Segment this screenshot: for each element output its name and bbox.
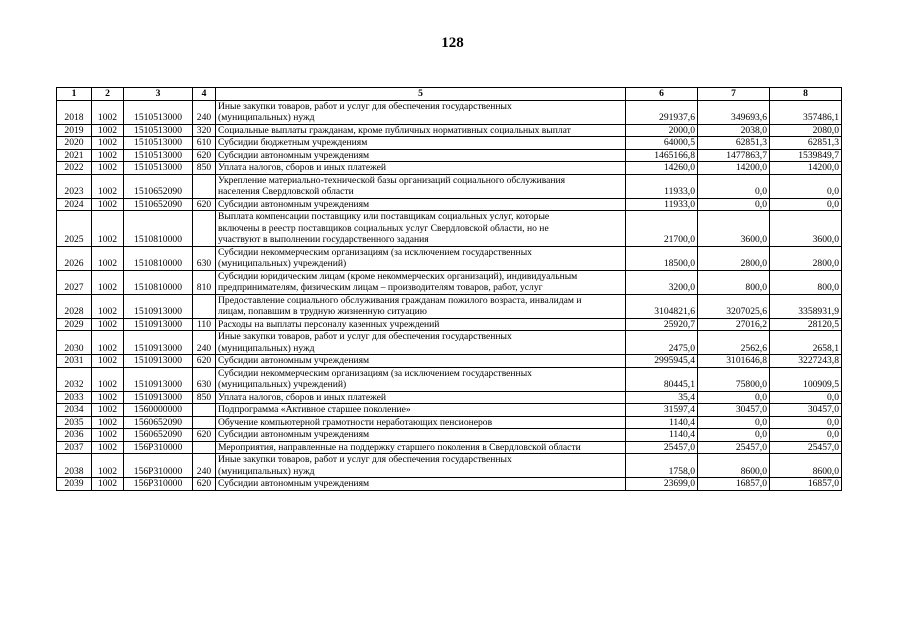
target-article-cell: 1560652090 — [124, 416, 193, 429]
item-name-line: (муниципальных) нужд — [218, 112, 315, 123]
item-name-line: (муниципальных) учреждений) — [218, 379, 347, 390]
section-code-cell: 1002 — [92, 355, 124, 368]
table-row — [57, 367, 842, 391]
target-article-cell: 1510513000 — [124, 100, 193, 124]
section-code-cell: 1002 — [92, 391, 124, 404]
header-cell: 3 — [124, 88, 193, 101]
expense-type-cell: 240 — [193, 454, 216, 478]
table-row — [57, 454, 842, 478]
amount-2021-cell: 3227243,8 — [770, 355, 842, 368]
expense-type-cell — [193, 404, 216, 417]
row-number-cell: 2039 — [57, 478, 92, 491]
target-article-cell: 1510513000 — [124, 137, 193, 150]
amount-2020-cell: 25457,0 — [698, 441, 770, 454]
target-article-cell: 1510913000 — [124, 355, 193, 368]
expense-type-cell — [193, 294, 216, 318]
amount-2020-cell: 2038,0 — [698, 124, 770, 137]
target-article-cell: 1510513000 — [124, 124, 193, 137]
expense-type-cell: 850 — [193, 391, 216, 404]
expense-type-cell — [193, 441, 216, 454]
item-name-cell — [216, 137, 626, 150]
amount-2019-cell: 291937,6 — [626, 100, 698, 124]
item-name-cell — [216, 367, 626, 391]
table-row — [57, 174, 842, 198]
expense-type-cell: 620 — [193, 429, 216, 442]
section-code-cell: 1002 — [92, 211, 124, 247]
target-article-cell: 1510513000 — [124, 162, 193, 175]
amount-2019-cell: 2475,0 — [626, 331, 698, 355]
item-name-cell — [216, 100, 626, 124]
amount-2019-cell: 23699,0 — [626, 478, 698, 491]
amount-2021-cell: 800,0 — [770, 270, 842, 294]
amount-2019-cell: 11933,0 — [626, 174, 698, 198]
amount-2019-cell: 1140,4 — [626, 416, 698, 429]
amount-2021-cell: 0,0 — [770, 416, 842, 429]
row-number-cell: 2035 — [57, 416, 92, 429]
item-name-line: Расходы на выплаты персоналу казенных учреждений — [218, 318, 440, 330]
row-number-cell: 2018 — [57, 100, 92, 124]
item-name-line: Выплата компенсации поставщику или поставщикам социальных услуг, которые — [218, 211, 550, 222]
section-code-cell: 1002 — [92, 137, 124, 150]
amount-2020-cell: 3600,0 — [698, 211, 770, 247]
row-number-cell: 2022 — [57, 162, 92, 175]
amount-2021-cell: 2080,0 — [770, 124, 842, 137]
amount-2020-cell: 75800,0 — [698, 367, 770, 391]
row-number-cell: 2029 — [57, 318, 92, 331]
amount-2019-cell: 11933,0 — [626, 198, 698, 211]
expense-type-cell — [193, 174, 216, 198]
table-row — [57, 137, 842, 150]
amount-2020-cell: 0,0 — [698, 174, 770, 198]
table-row — [57, 246, 842, 270]
amount-2019-cell: 18500,0 — [626, 246, 698, 270]
expense-type-cell: 850 — [193, 162, 216, 175]
header-cell: 6 — [626, 88, 698, 101]
target-article-cell: 1510913000 — [124, 331, 193, 355]
amount-2019-cell: 80445,1 — [626, 367, 698, 391]
table-row — [57, 331, 842, 355]
amount-2021-cell: 16857,0 — [770, 478, 842, 491]
item-name-cell — [216, 454, 626, 478]
table-row — [57, 391, 842, 404]
header-cell: 2 — [92, 88, 124, 101]
table-row — [57, 355, 842, 368]
amount-2021-cell: 8600,0 — [770, 454, 842, 478]
amount-2020-cell: 349693,6 — [698, 100, 770, 124]
row-number-cell: 2026 — [57, 246, 92, 270]
expense-type-cell: 810 — [193, 270, 216, 294]
amount-2020-cell: 30457,0 — [698, 404, 770, 417]
item-name-line: (муниципальных) нужд — [218, 465, 315, 477]
expense-type-cell: 240 — [193, 100, 216, 124]
expense-type-cell: 320 — [193, 124, 216, 137]
item-name-cell — [216, 318, 626, 331]
section-code-cell: 1002 — [92, 124, 124, 137]
amount-2020-cell: 1477863,7 — [698, 149, 770, 162]
amount-2021-cell: 0,0 — [770, 174, 842, 198]
target-article-cell: 1560652090 — [124, 429, 193, 442]
expense-type-cell — [193, 211, 216, 247]
table-row — [57, 162, 842, 175]
expense-type-cell: 620 — [193, 355, 216, 368]
row-number-cell: 2023 — [57, 174, 92, 198]
header-cell: 5 — [216, 88, 626, 101]
row-number-cell: 2020 — [57, 137, 92, 150]
table-row — [57, 270, 842, 294]
section-code-cell: 1002 — [92, 162, 124, 175]
table-row — [57, 198, 842, 211]
section-code-cell: 1002 — [92, 429, 124, 442]
expense-type-cell: 620 — [193, 149, 216, 162]
section-code-cell: 1002 — [92, 454, 124, 478]
expense-type-cell: 620 — [193, 478, 216, 491]
expense-type-cell: 630 — [193, 246, 216, 270]
table-row — [57, 124, 842, 137]
item-name-cell — [216, 198, 626, 211]
item-name-line: Иные закупки товаров, работ и услуг для обеспечения государственных — [218, 100, 512, 112]
amount-2021-cell: 28120,5 — [770, 318, 842, 331]
item-name-line: Подпрограмма «Активное старшее поколение» — [218, 404, 411, 415]
section-code-cell: 1002 — [92, 318, 124, 331]
row-number-cell: 2030 — [57, 331, 92, 355]
amount-2019-cell: 3104821,6 — [626, 294, 698, 318]
section-code-cell: 1002 — [92, 294, 124, 318]
amount-2019-cell: 2995945,4 — [626, 355, 698, 368]
target-article-cell: 156P310000 — [124, 454, 193, 478]
amount-2021-cell: 0,0 — [770, 391, 842, 404]
item-name-line: (муниципальных) нужд — [218, 342, 315, 354]
item-name-line: участвуют в выполнении государственного задания — [218, 234, 429, 245]
header-cell: 7 — [698, 88, 770, 101]
amount-2020-cell: 0,0 — [698, 391, 770, 404]
item-name-line: Субсидии автономным учреждениям — [218, 429, 370, 440]
amount-2019-cell: 1758,0 — [626, 454, 698, 478]
header-cell: 8 — [770, 88, 842, 101]
item-name-cell — [216, 441, 626, 454]
item-name-cell — [216, 404, 626, 417]
table-row — [57, 404, 842, 417]
target-article-cell: 1510913000 — [124, 367, 193, 391]
section-code-cell: 1002 — [92, 331, 124, 355]
target-article-cell: 1510513000 — [124, 149, 193, 162]
expense-type-cell: 630 — [193, 367, 216, 391]
expense-type-cell: 110 — [193, 318, 216, 331]
item-name-line: Иные закупки товаров, работ и услуг для обеспечения государственных — [218, 331, 512, 342]
item-name-line: Субсидии юридическим лицам (кроме некоммерческих организаций), индивидуальным — [218, 270, 578, 282]
target-article-cell: 1510652090 — [124, 174, 193, 198]
amount-2021-cell: 1539849,7 — [770, 149, 842, 162]
item-name-line: включены в реестр поставщиков социальных услуг Свердловской области, но не — [218, 222, 549, 234]
target-article-cell: 1510810000 — [124, 270, 193, 294]
item-name-cell — [216, 391, 626, 404]
section-code-cell: 1002 — [92, 246, 124, 270]
amount-2019-cell: 1140,4 — [626, 429, 698, 442]
target-article-cell: 1510913000 — [124, 391, 193, 404]
row-number-cell: 2021 — [57, 149, 92, 162]
item-name-line: Уплата налогов, сборов и иных платежей — [218, 391, 387, 403]
table-row — [57, 478, 842, 491]
target-article-cell: 1560000000 — [124, 404, 193, 417]
section-code-cell: 1002 — [92, 100, 124, 124]
item-name-line: Иные закупки товаров, работ и услуг для обеспечения государственных — [218, 454, 512, 465]
row-number-cell: 2037 — [57, 441, 92, 454]
amount-2020-cell: 2800,0 — [698, 246, 770, 270]
amount-2019-cell: 25457,0 — [626, 441, 698, 454]
section-code-cell: 1002 — [92, 270, 124, 294]
section-code-cell: 1002 — [92, 416, 124, 429]
target-article-cell: 1510913000 — [124, 294, 193, 318]
amount-2021-cell: 2800,0 — [770, 246, 842, 270]
amount-2021-cell: 357486,1 — [770, 100, 842, 124]
header-cell: 1 — [57, 88, 92, 101]
item-name-line: Субсидии некоммерческим организациям (за исключением государственных — [218, 246, 532, 258]
item-name-line: Уплата налогов, сборов и иных платежей — [218, 162, 387, 173]
header-cell: 4 — [193, 88, 216, 101]
item-name-cell — [216, 478, 626, 491]
target-article-cell: 156P310000 — [124, 441, 193, 454]
section-code-cell: 1002 — [92, 441, 124, 454]
expense-type-cell: 610 — [193, 137, 216, 150]
section-code-cell: 1002 — [92, 478, 124, 491]
amount-2019-cell: 14260,0 — [626, 162, 698, 175]
expense-type-cell: 620 — [193, 198, 216, 211]
amount-2020-cell: 0,0 — [698, 198, 770, 211]
target-article-cell: 1510913000 — [124, 318, 193, 331]
table-row — [57, 318, 842, 331]
table-row — [57, 429, 842, 442]
amount-2020-cell: 3207025,6 — [698, 294, 770, 318]
item-name-line: Социальные выплаты гражданам, кроме публичных нормативных социальных выплат — [218, 124, 571, 136]
item-name-cell — [216, 174, 626, 198]
amount-2021-cell: 14200,0 — [770, 162, 842, 175]
item-name-line: населения Свердловской области — [218, 186, 354, 197]
row-number-cell: 2032 — [57, 367, 92, 391]
item-name-cell — [216, 416, 626, 429]
amount-2019-cell: 31597,4 — [626, 404, 698, 417]
row-number-cell: 2033 — [57, 391, 92, 404]
amount-2020-cell: 800,0 — [698, 270, 770, 294]
table-row — [57, 294, 842, 318]
amount-2021-cell: 2658,1 — [770, 331, 842, 355]
row-number-cell: 2028 — [57, 294, 92, 318]
target-article-cell: 1510652090 — [124, 198, 193, 211]
item-name-cell — [216, 429, 626, 442]
target-article-cell: 156P310000 — [124, 478, 193, 491]
item-name-line: Субсидии некоммерческим организациям (за исключением государственных — [218, 367, 532, 379]
item-name-line: (муниципальных) учреждений) — [218, 258, 347, 269]
amount-2021-cell: 30457,0 — [770, 404, 842, 417]
item-name-cell — [216, 270, 626, 294]
item-name-cell — [216, 211, 626, 247]
expense-type-cell — [193, 416, 216, 429]
amount-2020-cell: 27016,2 — [698, 318, 770, 331]
item-name-line: Укрепление материально-технической базы организаций социального обслуживания — [218, 174, 566, 186]
section-code-cell: 1002 — [92, 198, 124, 211]
row-number-cell: 2038 — [57, 454, 92, 478]
section-code-cell: 1002 — [92, 404, 124, 417]
item-name-line: Субсидии бюджетным учреждениям — [218, 137, 368, 148]
amount-2021-cell: 100909,5 — [770, 367, 842, 391]
section-code-cell: 1002 — [92, 149, 124, 162]
table-row — [57, 441, 842, 454]
amount-2021-cell: 0,0 — [770, 429, 842, 442]
item-name-cell — [216, 149, 626, 162]
item-name-line: лицам, попавшим в трудную жизненную ситуацию — [218, 306, 427, 317]
amount-2020-cell: 16857,0 — [698, 478, 770, 491]
item-name-line: Субсидии автономным учреждениям — [218, 478, 370, 489]
item-name-line: Субсидии автономным учреждениям — [218, 198, 370, 210]
amount-2021-cell: 62851,3 — [770, 137, 842, 150]
row-number-cell: 2027 — [57, 270, 92, 294]
item-name-cell — [216, 246, 626, 270]
row-number-cell: 2019 — [57, 124, 92, 137]
amount-2020-cell: 2562,6 — [698, 331, 770, 355]
row-number-cell: 2025 — [57, 211, 92, 247]
item-name-cell — [216, 355, 626, 368]
row-number-cell: 2031 — [57, 355, 92, 368]
amount-2021-cell: 3600,0 — [770, 211, 842, 247]
amount-2019-cell: 64000,5 — [626, 137, 698, 150]
item-name-cell — [216, 162, 626, 175]
section-code-cell: 1002 — [92, 367, 124, 391]
amount-2021-cell: 0,0 — [770, 198, 842, 211]
table-row — [57, 100, 842, 124]
row-number-cell: 2024 — [57, 198, 92, 211]
amount-2020-cell: 0,0 — [698, 416, 770, 429]
item-name-line: Субсидии автономным учреждениям — [218, 149, 370, 161]
item-name-line: Обучение компьютерной грамотности неработающих пенсионеров — [218, 416, 493, 428]
table-header-row — [57, 88, 842, 101]
amount-2019-cell: 21700,0 — [626, 211, 698, 247]
item-name-cell — [216, 294, 626, 318]
item-name-line: предпринимателям, физическим лицам – производителям товаров, работ, услуг — [218, 282, 543, 293]
amount-2019-cell: 35,4 — [626, 391, 698, 404]
table-row — [57, 149, 842, 162]
amount-2020-cell: 3101646,8 — [698, 355, 770, 368]
target-article-cell: 1510810000 — [124, 211, 193, 247]
item-name-line: Предоставление социального обслуживания гражданам пожилого возраста, инвалидам и — [218, 294, 582, 306]
budget-table — [56, 87, 842, 491]
row-number-cell: 2036 — [57, 429, 92, 442]
amount-2020-cell: 0,0 — [698, 429, 770, 442]
amount-2020-cell: 8600,0 — [698, 454, 770, 478]
expense-type-cell: 240 — [193, 331, 216, 355]
amount-2019-cell: 2000,0 — [626, 124, 698, 137]
amount-2020-cell: 62851,3 — [698, 137, 770, 150]
item-name-line: Субсидии автономным учреждениям — [218, 355, 370, 366]
amount-2019-cell: 1465166,8 — [626, 149, 698, 162]
amount-2020-cell: 14200,0 — [698, 162, 770, 175]
amount-2019-cell: 25920,7 — [626, 318, 698, 331]
amount-2021-cell: 25457,0 — [770, 441, 842, 454]
item-name-line: Мероприятия, направленные на поддержку старшего поколения в Свердловской области — [218, 441, 581, 453]
row-number-cell: 2034 — [57, 404, 92, 417]
item-name-cell — [216, 331, 626, 355]
item-name-cell — [216, 124, 626, 137]
table-row — [57, 211, 842, 247]
section-code-cell: 1002 — [92, 174, 124, 198]
table-body — [57, 100, 842, 490]
page-number: 128 — [441, 35, 464, 51]
amount-2021-cell: 3358931,9 — [770, 294, 842, 318]
amount-2019-cell: 3200,0 — [626, 270, 698, 294]
target-article-cell: 1510810000 — [124, 246, 193, 270]
table-row — [57, 416, 842, 429]
